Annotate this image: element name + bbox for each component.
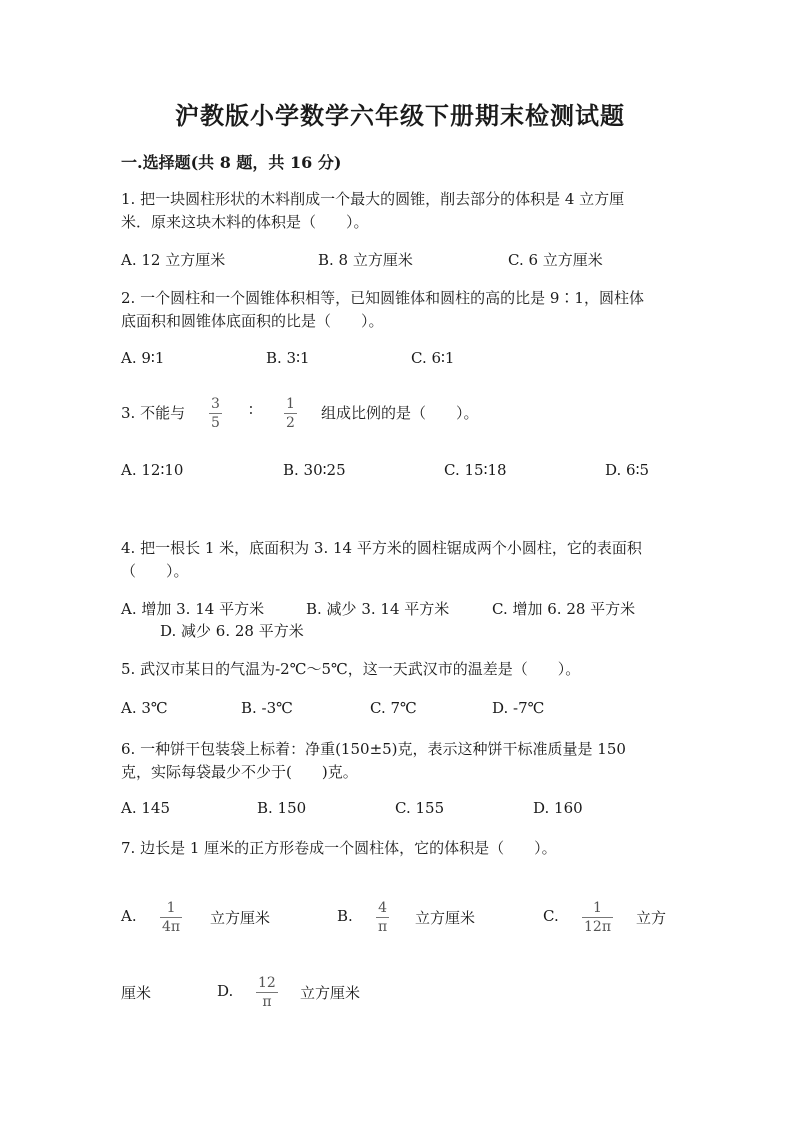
q4-option-a: A. 增加 3. 14 平方米 <box>121 600 265 618</box>
q7-option-c-denominator: 12π <box>584 919 612 935</box>
q5-option-a: A. 3℃ <box>121 699 168 717</box>
q5-line1: 5. 武汉市某日的气温为-2℃～5℃，这一天武汉市的温差是（ ）。 <box>121 660 581 678</box>
q7-option-b-denominator: π <box>378 919 388 935</box>
q1-line1: 1. 把一块圆柱形状的木料削成一个最大的圆锥，削去部分的体积是 4 立方厘 <box>121 190 625 208</box>
q7-option-c-label: C. <box>543 907 559 925</box>
q4-option-c: C. 增加 6. 28 平方米 <box>492 600 636 618</box>
fraction-bar <box>209 413 222 414</box>
q3-fraction-1 <box>209 396 222 431</box>
q7-option-a-unit: 立方厘米 <box>210 909 271 927</box>
q2-option-a: A. 9∶1 <box>121 349 165 367</box>
q6-line2: 克，实际每袋最少不少于( )克。 <box>121 763 358 781</box>
q7-option-b-label: B. <box>337 907 353 925</box>
q4-option-d: D. 减少 6. 28 平方米 <box>160 622 304 640</box>
q7-option-a-fraction <box>160 900 182 935</box>
q6-option-c: C. 155 <box>395 799 445 817</box>
q7-option-d-fraction <box>256 975 278 1010</box>
q7-option-c-unit: 立方 <box>636 909 667 927</box>
q7-option-b-fraction <box>376 900 389 935</box>
section-heading: 一.选择题(共 8 题，共 16 分) <box>121 153 342 172</box>
q3-fraction-1-numerator: 3 <box>211 396 220 412</box>
q7-option-a-label: A. <box>121 907 137 925</box>
q1-option-b: B. 8 立方厘米 <box>318 251 413 269</box>
q3-fraction-1-denominator: 5 <box>211 415 220 431</box>
q5-option-c: C. 7℃ <box>370 699 417 717</box>
q7-option-b-unit: 立方厘米 <box>415 909 476 927</box>
q2-option-c: C. 6∶1 <box>411 349 455 367</box>
q3-fraction-2-denominator: 2 <box>286 415 295 431</box>
q4-option-b: B. 减少 3. 14 平方米 <box>306 600 450 618</box>
q7-option-c-numerator: 1 <box>593 900 602 916</box>
q6-option-a: A. 145 <box>121 799 170 817</box>
q7-option-d-label: D. <box>217 982 234 1000</box>
q7-option-c-fraction <box>582 900 613 935</box>
q2-option-b: B. 3∶1 <box>266 349 310 367</box>
q7-option-c-unit-continued: 厘米 <box>121 984 152 1002</box>
q7-line1: 7. 边长是 1 厘米的正方形卷成一个圆柱体，它的体积是（ ）。 <box>121 839 557 857</box>
q3-option-d: D. 6∶5 <box>605 461 650 479</box>
q6-option-b: B. 150 <box>257 799 307 817</box>
q3-suffix: 组成比例的是（ ）。 <box>321 404 479 422</box>
fraction-bar <box>256 992 278 993</box>
q6-line1: 6. 一种饼干包装袋上标着：净重(150±5)克，表示这种饼干标准质量是 150 <box>121 740 626 758</box>
q4-line1: 4. 把一根长 1 米，底面积为 3. 14 平方米的圆柱锯成两个小圆柱，它的表面积 <box>121 539 642 557</box>
q7-option-b-numerator: 4 <box>378 900 388 916</box>
fraction-bar <box>582 917 613 918</box>
q3-colon: ∶ <box>249 401 253 419</box>
q3-fraction-2 <box>284 396 297 431</box>
q2-line2: 底面积和圆锥体底面积的比是（ ）。 <box>121 312 384 330</box>
q3-option-b: B. 30∶25 <box>283 461 346 479</box>
q2-line1: 2. 一个圆柱和一个圆锥体积相等，已知圆锥体和圆柱的高的比是 9∶1，圆柱体 <box>121 289 644 307</box>
q7-option-d-numerator: 12 <box>258 975 276 991</box>
q7-option-d-unit: 立方厘米 <box>300 984 361 1002</box>
q5-option-b: B. -3℃ <box>241 699 293 717</box>
fraction-bar <box>160 917 182 918</box>
q7-option-a-denominator: 4π <box>162 919 181 935</box>
q3-option-c: C. 15∶18 <box>444 461 507 479</box>
q6-option-d: D. 160 <box>533 799 583 817</box>
fraction-bar <box>284 413 297 414</box>
q1-option-a: A. 12 立方厘米 <box>121 251 226 269</box>
q1-option-c: C. 6 立方厘米 <box>508 251 603 269</box>
q7-option-a-numerator: 1 <box>166 900 176 916</box>
fraction-bar <box>376 917 389 918</box>
q3-prefix: 3. 不能与 <box>121 404 186 422</box>
q3-fraction-2-numerator: 1 <box>286 396 295 412</box>
q7-option-d-denominator: π <box>262 994 272 1010</box>
q1-line2: 米．原来这块木料的体积是（ ）。 <box>121 213 369 231</box>
page-title: 沪教版小学数学六年级下册期末检测试题 <box>175 101 625 130</box>
q4-line2: （ ）。 <box>121 562 189 580</box>
q3-option-a: A. 12∶10 <box>121 461 184 479</box>
q5-option-d: D. -7℃ <box>492 699 545 717</box>
